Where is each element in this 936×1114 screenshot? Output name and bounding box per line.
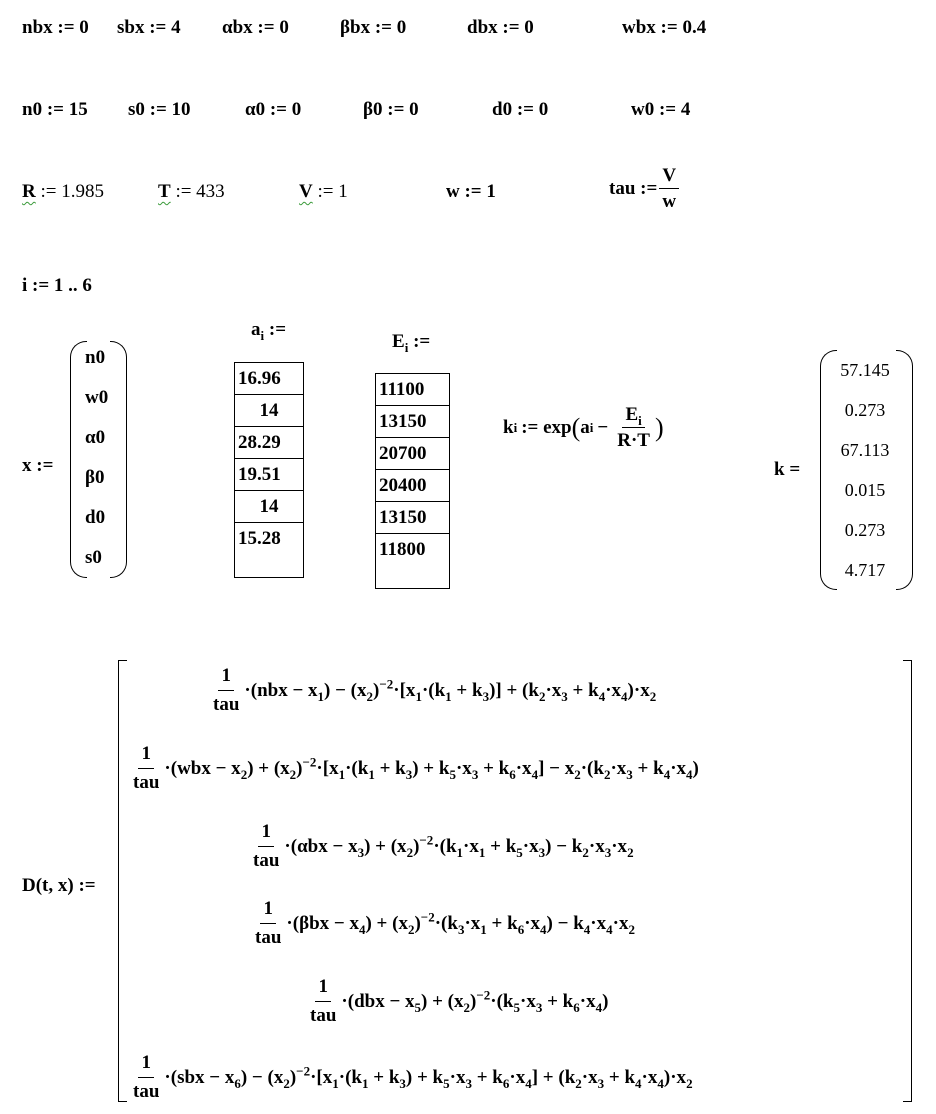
E-cell[interactable]: 11800 [379, 538, 426, 560]
D-left-bracket [118, 660, 127, 1102]
x-vector-items [85, 338, 108, 578]
E-cell[interactable]: 13150 [376, 406, 449, 438]
line1-dbx: dbx := 0 [467, 17, 534, 38]
line3-tau-def: tau := $\frac{V}{w}$ [609, 166, 681, 211]
line3-V-def: V := 1 [299, 181, 348, 202]
k-definition: k i := exp ( a i − $\frac{E_i}{R\cdot T}$ ) [503, 404, 664, 451]
line3-w-def: w := 1 [446, 181, 496, 202]
k-value: 67.113 [840, 439, 890, 460]
line3-T-def: T := 433 [158, 181, 225, 202]
k-value: 0.273 [844, 399, 886, 420]
line2-d0: d0 := 0 [492, 99, 549, 120]
D-label: D(t, x) := [22, 875, 96, 896]
k-value: 57.145 [840, 359, 890, 380]
D-row-1: $\frac{1}{\text{tau}}$ $\cdot(nbx - x_1) - (x_2)^{-2}\cdot[x_1\cdot(k_1 + k_3)] + (k_2\cdot x_3 + k_4\cdot x_4)\cdot x_2$ [213, 665, 657, 715]
E-cell[interactable]: 20400 [376, 470, 449, 502]
x-item: α0 [85, 427, 106, 448]
k-value: 0.273 [844, 519, 886, 540]
a-cell[interactable]: 16.96 [235, 363, 303, 395]
k-close-paren: ) [654, 412, 664, 442]
a-cell[interactable]: 15.28 [238, 527, 281, 549]
line2-n0: n0 := 15 [22, 99, 88, 120]
k-value: 0.015 [844, 479, 886, 500]
k-open-paren: ( [571, 412, 581, 442]
range-definition: i := 1 .. 6 [22, 275, 92, 296]
line1-betabx: βbx := 0 [340, 17, 407, 38]
E-cell[interactable]: 11100 [376, 374, 449, 406]
x-item: n0 [85, 347, 106, 368]
D-row-4: $\frac{1}{\text{tau}}$ $\cdot(\beta bx - x_4) + (x_2)^{-2}\cdot(k_3\cdot x_1 + k_6\cdot x_4) - k_4\cdot x_4\cdot x_2$ [255, 898, 635, 948]
E-cell[interactable]: 13150 [376, 502, 449, 534]
line1-alphabx: αbx := 0 [222, 17, 289, 38]
x-item: s0 [85, 547, 102, 568]
line2-w0: w0 := 4 [631, 99, 691, 120]
line1-wbx: wbx := 0.4 [622, 17, 707, 38]
line1-sbx: sbx := 4 [117, 17, 181, 38]
line2-alpha0: α0 := 0 [245, 99, 302, 120]
D-row-5: $\frac{1}{\text{tau}}$ $\cdot(dbx - x_5) + (x_2)^{-2}\cdot(k_5\cdot x_3 + k_6\cdot x_4)$ [310, 976, 609, 1026]
line3-R-def: R := 1.985 [22, 181, 104, 202]
D-row-2: $\frac{1}{\text{tau}}$ $\cdot(wbx - x_2) + (x_2)^{-2}\cdot[x_1\cdot(k_1 + k_3) + k_5\cdot x_3 + k_6\cdot x_4] - x_2\cdot(k_2\cdot x_3 + k_4\cdot x_4)$ [133, 743, 699, 793]
x-item: β0 [85, 467, 105, 488]
D-row-6: $\frac{1}{\text{tau}}$ $\cdot(sbx - x_6) - (x_2)^{-2}\cdot[x_1\cdot(k_1 + k_3) + k_5\cdot x_3 + k_6\cdot x_4] + (k_2\cdot x_3 + k_4\cdot x_4)\cdot x_2$ [133, 1052, 693, 1102]
line1-nbx: nbx := 0 [22, 17, 89, 38]
k-value: 4.717 [844, 559, 886, 580]
D-row-3: $\frac{1}{\text{tau}}$ $\cdot(\alpha bx - x_3) + (x_2)^{-2}\cdot(k_1\cdot x_1 + k_5\cdot x_3) - k_2\cdot x_3\cdot x_2$ [253, 821, 634, 871]
x-item: w0 [85, 387, 109, 408]
x-vector-right-paren [110, 341, 127, 578]
line2-beta0: β0 := 0 [363, 99, 419, 120]
a-cell[interactable]: 14 [235, 395, 303, 427]
k-result-values [830, 350, 900, 590]
a-table[interactable] [234, 362, 304, 578]
x-item: d0 [85, 507, 106, 528]
D-right-bracket [903, 660, 912, 1102]
a-cell[interactable]: 19.51 [235, 459, 303, 491]
a-cell[interactable]: 14 [235, 491, 303, 523]
a-cell[interactable]: 28.29 [235, 427, 303, 459]
line2-s0: s0 := 10 [128, 99, 191, 120]
k-result-label: k = [774, 459, 801, 480]
E-table[interactable] [375, 373, 450, 589]
E-table-label: $E_i$ := [392, 331, 431, 355]
x-vector-label: x := [22, 455, 54, 476]
E-cell[interactable]: 20700 [376, 438, 449, 470]
a-table-label: $a_i$ := [251, 319, 287, 343]
